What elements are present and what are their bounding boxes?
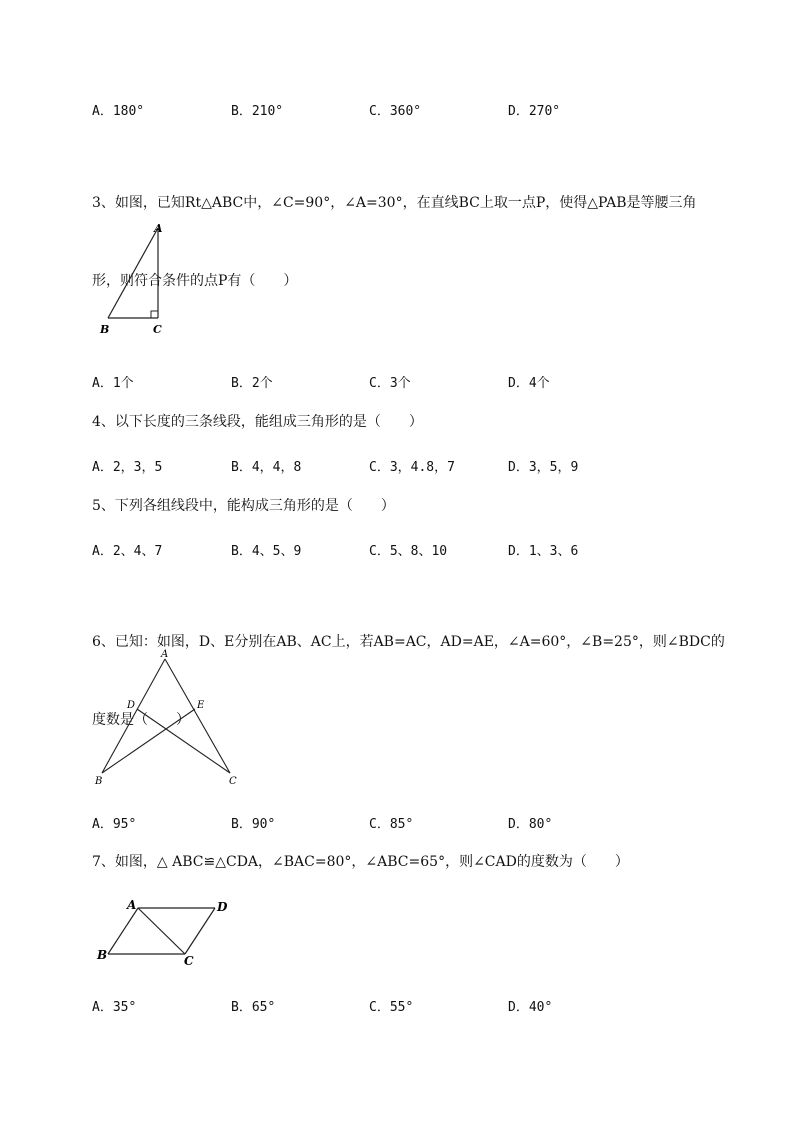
q7-figure-parallelogram — [92, 895, 242, 970]
q7-text: 7、如图，△ ABC≌△CDA，∠BAC=80°，∠ABC=65°，则∠CAD的度数为（ ） — [92, 854, 629, 870]
q2-option-d[interactable]: D．270° — [508, 104, 561, 119]
q7-label-b: B — [97, 948, 108, 962]
q4-option-c[interactable]: C．3，4.8，7 — [369, 460, 455, 475]
q4-option-a[interactable]: A．2，3，5 — [92, 460, 163, 475]
q7-label-a: A — [127, 898, 137, 912]
q4-option-b[interactable]: B．4，4，8 — [231, 460, 302, 475]
q3-option-a[interactable]: A．1个 — [92, 376, 134, 391]
q3-label-c: C — [153, 323, 162, 336]
q2-options — [92, 100, 712, 120]
q6-option-c[interactable]: C．85° — [369, 817, 414, 832]
q5-options — [92, 540, 712, 560]
q4-text: 4、以下长度的三条线段，能组成三角形的是（ ） — [92, 414, 423, 430]
q5-option-d[interactable]: D．1、3、6 — [508, 544, 579, 559]
q6-text-line1: 6、已知：如图，D、E分别在AB、AC上，若AB=AC，AD=AE，∠A=60°，∠B=25°，则∠BDC的 — [92, 634, 725, 650]
q3-text — [92, 138, 742, 320]
q3-figure-triangle — [95, 218, 175, 338]
q6-label-c: C — [229, 776, 237, 787]
q6-option-d[interactable]: D．80° — [508, 817, 553, 832]
q6-figure-triangle — [90, 645, 250, 790]
q6-text-line2: 度数是（ ） — [92, 712, 190, 728]
q7-option-a[interactable]: A．35° — [92, 1000, 137, 1015]
q6-option-a[interactable]: A．95° — [92, 817, 137, 832]
q4-options — [92, 456, 712, 476]
q3-option-b[interactable]: B．2个 — [231, 376, 273, 391]
q3-label-a: A — [154, 222, 163, 235]
q6-label-b: B — [95, 776, 103, 787]
q6-label-e: E — [197, 700, 205, 711]
q3-option-d[interactable]: D．4个 — [508, 376, 550, 391]
q2-option-c[interactable]: C．360° — [369, 104, 422, 119]
q5-option-b[interactable]: B．4、5、9 — [231, 544, 302, 559]
q7-options — [92, 996, 712, 1016]
q6-label-a: A — [161, 649, 169, 660]
q2-option-b[interactable]: B．210° — [231, 104, 284, 119]
q3-options — [92, 372, 712, 392]
q2-option-a[interactable]: A．180° — [92, 104, 145, 119]
q7-option-d[interactable]: D．40° — [508, 1000, 553, 1015]
q5-text: 5、下列各组线段中，能构成三角形的是（ ） — [92, 498, 395, 514]
q6-label-d: D — [127, 700, 136, 711]
q3-option-c[interactable]: C．3个 — [369, 376, 411, 391]
q3-label-b: B — [100, 323, 110, 336]
q3-text-line2: 形，则符合条件的点P有（ ） — [92, 273, 298, 289]
q6-option-b[interactable]: B．90° — [231, 817, 276, 832]
q5-option-c[interactable]: C．5、8、10 — [369, 544, 448, 559]
q5-option-a[interactable]: A．2、4、7 — [92, 544, 163, 559]
q7-option-c[interactable]: C．55° — [369, 1000, 414, 1015]
q4-option-d[interactable]: D．3，5，9 — [508, 460, 579, 475]
q7-label-d: D — [217, 900, 228, 914]
q6-options — [92, 813, 712, 833]
q7-label-c: C — [184, 954, 194, 968]
q3-text-line1: 3、如图，已知Rt△ABC中，∠C=90°，∠A=30°，在直线BC上取一点P，使得△PAB是等腰三角 — [92, 195, 697, 211]
q7-option-b[interactable]: B．65° — [231, 1000, 276, 1015]
